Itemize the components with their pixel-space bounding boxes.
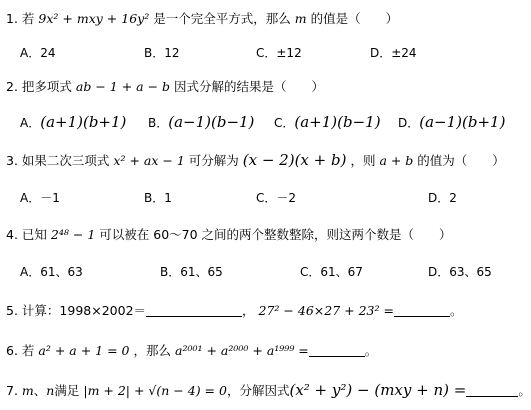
q3-options: [6, 189, 510, 207]
q2-option-a-letter: A．: [20, 116, 41, 130]
q2-option-a: [20, 113, 126, 132]
q2-option-d-letter: D．: [398, 116, 420, 130]
q1-variable: m: [294, 11, 307, 26]
q6-expression: a² + a + 1 = 0: [38, 343, 130, 358]
q6-answer-blank[interactable]: [309, 344, 365, 357]
q4-option-a: A．61、63: [20, 265, 83, 279]
q1-option-b: B．12: [144, 46, 180, 60]
question-5: [6, 302, 510, 320]
q3-text-d: 的值为（ ）: [417, 153, 505, 168]
q5-expression: 27² − 46×27 + 23² =: [258, 303, 394, 318]
question-7: [6, 381, 531, 399]
q2-option-d: [398, 113, 505, 132]
q3-option-d: D．2: [428, 191, 457, 205]
question-1: [6, 10, 510, 28]
q7-expression: |m + 2| + √(n − 4) = 0: [83, 383, 227, 398]
q4-text-a: 已知: [21, 227, 47, 242]
q2-option-c-expr: (a+1)(b−1): [294, 113, 381, 131]
q3-text-b: 可分解为: [188, 153, 239, 168]
q5-text-c: 。: [449, 303, 463, 318]
q4-option-d: D．63、65: [428, 265, 492, 279]
question-4: [6, 226, 510, 244]
q7-text-b: ，分解因式: [226, 383, 290, 398]
q1-text-a: 若: [21, 11, 35, 26]
q7-answer-blank[interactable]: [466, 384, 518, 397]
q3-expression: x² + ax − 1: [113, 153, 185, 168]
question-2: [6, 78, 510, 96]
q7-expression-2: (x² + y²) − (mxy + n) =: [289, 381, 467, 399]
q3-option-b: B．1: [144, 191, 172, 205]
q2-number: 2.: [6, 79, 18, 94]
q3-expression-3: a + b: [379, 153, 414, 168]
q2-option-b-expr: (a−1)(b−1): [168, 113, 255, 131]
q7-text-a: 满足: [54, 383, 80, 398]
q4-text-b: 可以被在 60～70 之间的两个整数整除，则这两个数是（ ）: [99, 227, 452, 242]
q3-option-c: C．－2: [256, 191, 297, 205]
q4-number: 4.: [6, 227, 18, 242]
q5-answer-blank-1[interactable]: [146, 304, 242, 317]
q2-options: [6, 113, 510, 131]
q3-number: 3.: [6, 153, 18, 168]
q2-option-a-expr: (a+1)(b+1): [40, 113, 127, 131]
q5-text-b: ，: [242, 303, 255, 318]
q2-expression: ab − 1 + a − b: [75, 79, 171, 94]
q5-text-a: 计算：1998×2002＝: [21, 303, 147, 318]
q6-text-c: 。: [364, 343, 378, 358]
q6-number: 6.: [6, 343, 18, 358]
q4-expression: 2⁴⁸ − 1: [50, 227, 96, 242]
q2-text-a: 把多项式: [21, 79, 72, 94]
q1-expression: 9x² + mxy + 16y²: [38, 11, 150, 26]
q1-option-a: A．24: [20, 46, 56, 60]
q3-text-c: ，则: [350, 153, 376, 168]
q5-answer-blank-2[interactable]: [394, 304, 450, 317]
q4-options: [6, 263, 510, 281]
q7-var-m: m: [21, 383, 34, 398]
q1-options: [6, 44, 510, 62]
q4-option-b: B．61、65: [160, 265, 223, 279]
q1-number: 1.: [6, 11, 18, 26]
q4-option-c: C．61、67: [300, 265, 363, 279]
q3-expression-2: (x − 2)(x + b): [242, 151, 347, 169]
q2-option-b-letter: B．: [148, 116, 169, 130]
q7-number: 7.: [6, 383, 18, 398]
q6-expression-2: a²⁰⁰¹ + a²⁰⁰⁰ + a¹⁹⁹⁹ =: [175, 343, 309, 358]
question-6: [6, 342, 510, 360]
q7-text-c: 。: [518, 383, 531, 398]
q1-option-c: C．±12: [256, 46, 302, 60]
q7-separator: 、: [33, 383, 47, 398]
q2-option-b: [148, 113, 254, 132]
q1-text-c: 的值是（ ）: [310, 11, 399, 26]
q1-option-d: D．±24: [370, 46, 417, 60]
q2-text-b: 因式分解的结果是（ ）: [174, 79, 325, 94]
q2-option-c: [274, 113, 381, 132]
q7-var-n: n: [46, 383, 55, 398]
q2-option-c-letter: C．: [274, 116, 295, 130]
q6-text-a: 若: [21, 343, 35, 358]
q5-number: 5.: [6, 303, 18, 318]
q3-text-a: 如果二次三项式: [21, 153, 110, 168]
q2-option-d-expr: (a−1)(b+1): [419, 113, 506, 131]
question-3: [6, 151, 510, 169]
q1-text-b: 是一个完全平方式，那么: [153, 11, 291, 26]
q6-text-b: ，那么: [133, 343, 172, 358]
q3-option-a: A．－1: [20, 191, 60, 205]
